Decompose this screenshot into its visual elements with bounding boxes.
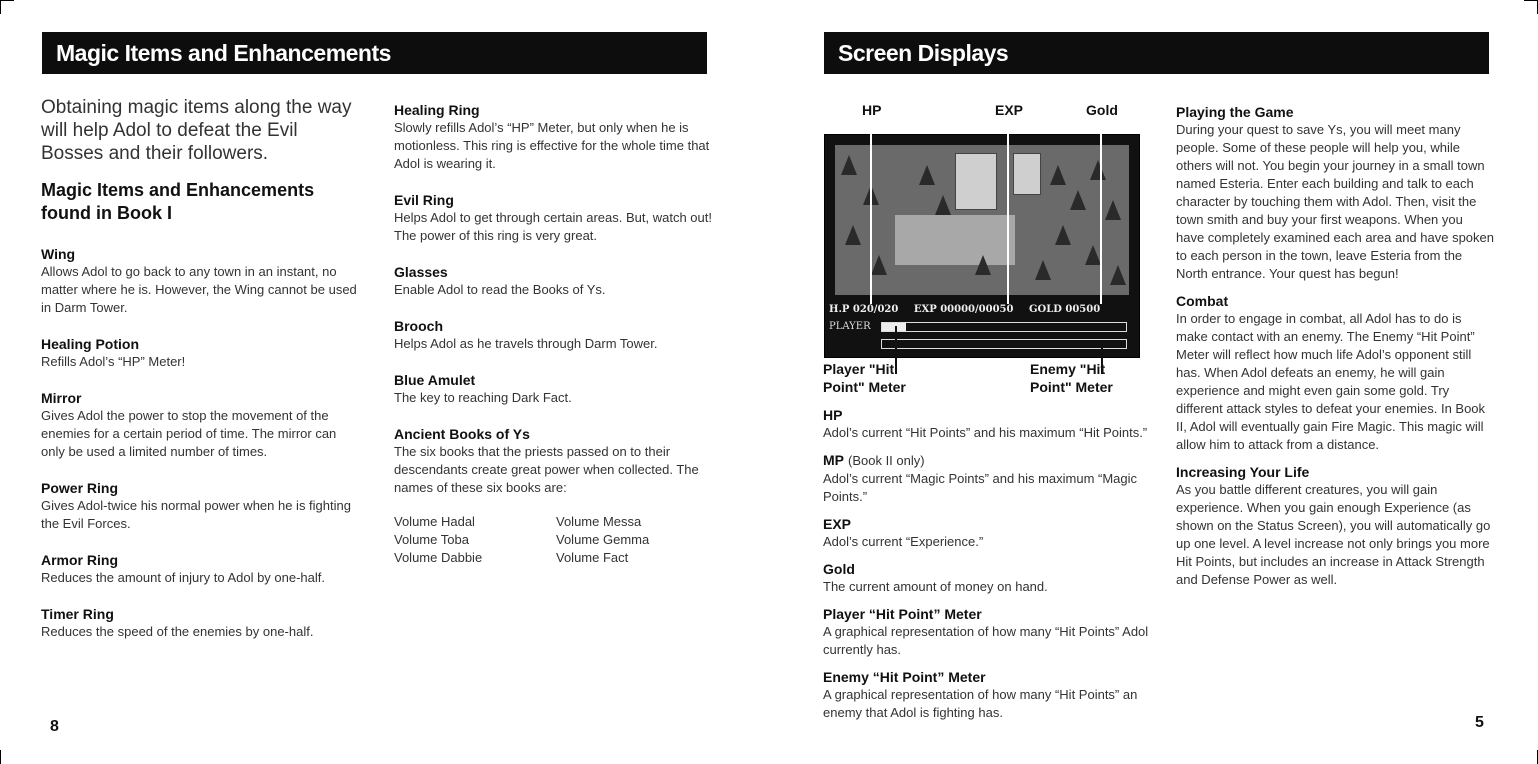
- definition-term-extra: (Book II only): [848, 453, 925, 468]
- status-hp: H.P 020/020: [829, 304, 899, 315]
- left-banner: Magic Items and Enhancements: [42, 32, 707, 74]
- definition-desc: The current amount of money on hand.: [823, 579, 1048, 594]
- enemy-hp-meter: [881, 339, 1127, 349]
- magic-item: [394, 101, 714, 173]
- magic-item-desc: Reduces the speed of the enemies by one-half.: [41, 624, 314, 639]
- definitions-column: [823, 406, 1153, 731]
- definition: [823, 560, 1153, 596]
- game-tree: [1050, 165, 1066, 185]
- game-tree: [935, 195, 951, 215]
- magic-item-title: Mirror: [41, 390, 82, 406]
- definition-term: [823, 668, 1153, 686]
- items-list-1: [41, 245, 361, 641]
- magic-item-title: Timer Ring: [41, 606, 114, 622]
- magic-item: [41, 245, 361, 317]
- magic-item-title: Brooch: [394, 318, 443, 334]
- section-title: Playing the Game: [1176, 104, 1294, 120]
- magic-item-title: Blue Amulet: [394, 372, 476, 388]
- magic-item-desc: Gives Adol-twice his normal power when he is fighting the Evil Forces.: [41, 498, 351, 531]
- definition-term-text: Gold: [823, 561, 855, 577]
- definition-term-text: Player “Hit Point” Meter: [823, 606, 982, 622]
- magic-item-desc: The six books that the priests passed on to their descendants create great power when collected. The names of these six books are:: [394, 444, 699, 495]
- section-body: As you battle different creatures, you will gain experience. When you gain enough Experience (as shown on the Status Screen), you will automatically go up one level. A level increase not only brings you more Hit Points, but includes an increase in Attack Strength and Defense Power as well.: [1176, 482, 1491, 587]
- definitions-list: [823, 406, 1153, 722]
- game-building: [1013, 153, 1041, 195]
- status-exp: EXP 00000/00050: [913, 304, 1014, 315]
- page-number-left: 8: [50, 718, 59, 735]
- definition-term: [823, 515, 1153, 533]
- magic-item: [41, 605, 361, 641]
- magic-item: [394, 317, 714, 353]
- definition-desc: Adol’s current “Hit Points” and his maximum “Hit Points.”: [823, 425, 1148, 440]
- game-tree: [1105, 200, 1121, 220]
- magic-item-title: Evil Ring: [394, 192, 454, 208]
- magic-item-desc: Slowly refills Adol’s “HP” Meter, but only when he is motionless. This ring is effective for the whole time that Adol is wearing it.: [394, 120, 710, 171]
- definition-desc: A graphical representation of how many “Hit Points” Adol currently has.: [823, 624, 1149, 657]
- label-gold: Gold: [1086, 102, 1118, 118]
- volume-name: Volume Hadal: [394, 514, 475, 529]
- magic-item-title: Healing Potion: [41, 336, 139, 352]
- magic-item-desc: Helps Adol to get through certain areas. But, watch out! The power of this ring is very great.: [394, 210, 712, 243]
- magic-item-desc: Helps Adol as he travels through Darm Tower.: [394, 336, 658, 351]
- definition-term-text: Enemy “Hit Point” Meter: [823, 669, 986, 685]
- game-tree: [1085, 245, 1101, 265]
- magic-item-title: Armor Ring: [41, 552, 118, 568]
- player-hp-meter: [881, 322, 1127, 332]
- sections-list: [1176, 103, 1494, 589]
- definition-term-text: MP: [823, 452, 844, 468]
- volumes-list: [394, 513, 714, 567]
- definition-desc: A graphical representation of how many “Hit Points” an enemy that Adol is fighting has.: [823, 687, 1138, 720]
- game-tree: [1090, 160, 1106, 180]
- game-field: [835, 145, 1129, 295]
- definition: [823, 605, 1153, 659]
- label-hp: HP: [862, 102, 882, 118]
- magic-item: [394, 263, 714, 299]
- magic-item-desc: Enable Adol to read the Books of Ys.: [394, 282, 606, 297]
- magic-item-desc: Gives Adol the power to stop the movement of the enemies for a certain period of time. The mirror can only be used a limited number of times.: [41, 408, 337, 459]
- right-banner: Screen Displays: [824, 32, 1489, 74]
- label-player-meter-line1: Player "Hit: [823, 361, 895, 377]
- definition: [823, 451, 1153, 506]
- section: [1176, 463, 1494, 589]
- player-text: PLAYER: [829, 321, 871, 332]
- magic-item: [41, 389, 361, 461]
- magic-item-desc: Reduces the amount of injury to Adol by one-half.: [41, 570, 326, 585]
- game-tree: [1035, 260, 1051, 280]
- game-tree: [841, 155, 857, 175]
- definition: [823, 515, 1153, 551]
- section-title: Combat: [1176, 293, 1229, 309]
- game-tree: [975, 255, 991, 275]
- definition: [823, 406, 1153, 442]
- pointer-exp: [1007, 120, 1009, 304]
- pointer-hp: [870, 120, 872, 304]
- label-enemy-meter-line2: Point" Meter: [1030, 379, 1113, 395]
- volume-name: Volume Dabbie: [394, 550, 483, 565]
- status-bar: [825, 301, 1139, 319]
- magic-item: [394, 425, 714, 497]
- subheading: Magic Items and Enhancements found in Book I: [41, 180, 315, 223]
- definition-term-text: HP: [823, 407, 843, 423]
- magic-item: [394, 191, 714, 245]
- definition-desc: Adol’s current “Experience.”: [823, 534, 984, 549]
- left-column-1: [41, 96, 361, 659]
- definition-term: [823, 560, 1153, 578]
- section-body: During your quest to save Ys, you will meet many people. Some of these people will help you, while others will not. You begin your journey in a small town named Esteria. Enter each building and talk to each character by touching them with Adol. Then, visit the town smith and buy your first weapons. When you have completely examined each area and have spoken to each person in the town, leave Esteria from the North entrance. Your quest has begun!: [1176, 122, 1494, 281]
- label-enemy-meter: [1030, 360, 1113, 396]
- definition-desc: Adol’s current “Magic Points” and his maximum “Magic Points.”: [823, 471, 1138, 504]
- game-tree: [871, 255, 887, 275]
- volume-name: Volume Messa: [556, 514, 642, 529]
- definition-term: [823, 451, 1153, 470]
- definition: [823, 668, 1153, 722]
- label-enemy-meter-line1: Enemy "Hit: [1030, 361, 1106, 377]
- section-title: Increasing Your Life: [1176, 464, 1310, 480]
- volume-name: Volume Gemma: [556, 532, 650, 547]
- magic-item-desc: Refills Adol’s “HP” Meter!: [41, 354, 186, 369]
- page-number-right: 5: [1475, 714, 1484, 731]
- magic-item: [394, 371, 714, 407]
- label-exp: EXP: [995, 102, 1024, 118]
- intro-text: Obtaining magic items along the way will help Adol to defeat the Evil Bosses and their followers.: [41, 97, 352, 164]
- game-building: [955, 153, 997, 210]
- magic-item-title: Ancient Books of Ys: [394, 426, 530, 442]
- status-gold: GOLD 00500: [1028, 304, 1101, 315]
- label-player-meter-line2: Point" Meter: [823, 379, 906, 395]
- game-tree: [1110, 265, 1126, 285]
- magic-item: [41, 479, 361, 533]
- pointer-gold: [1100, 120, 1102, 304]
- sections-column: [1176, 103, 1494, 598]
- magic-item: [41, 551, 361, 587]
- label-player-meter: [823, 360, 906, 396]
- game-tree: [1070, 190, 1086, 210]
- magic-item-title: Healing Ring: [394, 102, 480, 118]
- magic-item-desc: Allows Adol to go back to any town in an instant, no matter where he is. However, the Wing cannot be used in Darm Tower.: [41, 264, 357, 315]
- section: [1176, 292, 1494, 454]
- definition-term: [823, 605, 1153, 623]
- definition-term-text: EXP: [823, 516, 852, 532]
- game-path: [895, 215, 1015, 265]
- magic-item-title: Wing: [41, 246, 76, 262]
- right-page: [769, 0, 1538, 764]
- volume-name: Volume Toba: [394, 532, 469, 547]
- section: [1176, 103, 1494, 283]
- magic-item-desc: The key to reaching Dark Fact.: [394, 390, 572, 405]
- section-body: In order to engage in combat, all Adol has to do is make contact with an enemy. The Enemy “Hit Point” Meter will reflect how much life Adol’s opponent still has. When Adol defeats an enemy, he will gain experience and might even gain some gold. Try different attack styles to defeat your enemies. In Book II, Adol will eventually gain Fire Magic. This magic will allow him to attack from a distance.: [1176, 311, 1486, 452]
- magic-item-title: Glasses: [394, 264, 448, 280]
- game-tree: [845, 225, 861, 245]
- magic-item-title: Power Ring: [41, 480, 119, 496]
- game-tree: [1055, 225, 1071, 245]
- magic-item: [41, 335, 361, 371]
- left-column-2: [394, 101, 714, 567]
- definition-term: [823, 406, 1153, 424]
- volume-name: Volume Fact: [556, 550, 629, 565]
- items-list-2: [394, 101, 714, 497]
- game-tree: [919, 165, 935, 185]
